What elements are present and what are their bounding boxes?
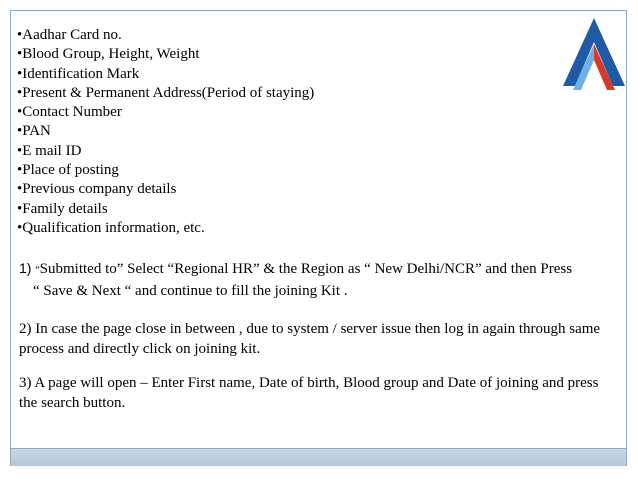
checklist-item: •Identification Mark <box>17 65 140 82</box>
step-three-paragraph: 3) A page will open – Enter First name, Date of birth, Blood group and Date of joining and press the search button. <box>19 375 599 411</box>
checklist-item: •Qualification information, etc. <box>17 219 205 236</box>
checklist-item: •Blood Group, Height, Weight <box>17 46 200 63</box>
checklist-item: •Previous company details <box>17 181 177 198</box>
checklist-item: •Aadhar Card no. <box>17 27 122 43</box>
step-one-paragraph <box>19 258 619 301</box>
step-two-paragraph: 2) In case the page close in between , due to system / server issue then log in again through same process and directly click on joining kit. <box>19 321 601 357</box>
checklist-item: •Family details <box>17 200 108 217</box>
checklist-item: •Present & Permanent Address(Period of staying) <box>17 84 315 101</box>
slide-footer-bar <box>11 448 626 466</box>
checklist-item: •E mail ID <box>17 142 82 159</box>
checklist-item: •PAN <box>17 123 51 140</box>
company-logo <box>559 14 629 94</box>
document-checklist <box>17 26 314 238</box>
step-one-number: 1) <box>19 260 32 276</box>
checklist-item: •Contact Number <box>17 104 122 121</box>
checklist-item: •Place of posting <box>17 162 119 179</box>
step-one-line2: “ Save & Next “ and continue to fill the joining Kit . <box>33 283 348 299</box>
step-one-line1: Submitted to” Select “Regional HR” & the Region as “ New Delhi/NCR” and then Press <box>39 261 573 277</box>
step-one-open-quote: “ <box>35 265 40 276</box>
